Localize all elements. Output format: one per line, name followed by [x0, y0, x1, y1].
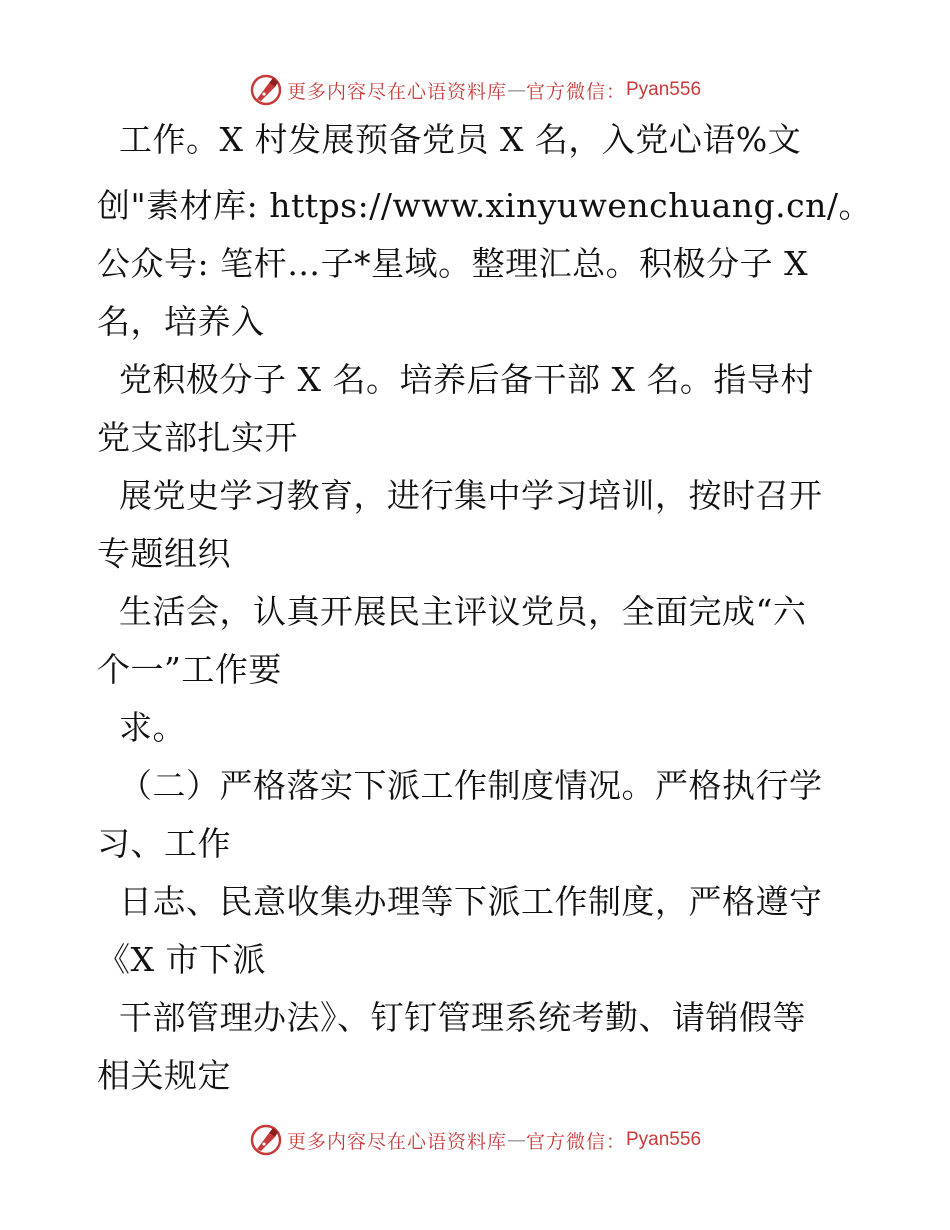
promo-text: 更多内容尽在心语资料库: [286, 1130, 507, 1153]
banner-separator: —: [506, 1129, 526, 1151]
body-line: 党积极分子 X 名。培养后备干部 X 名。指导村: [97, 360, 814, 399]
footer-watermark-banner: [0, 1120, 950, 1160]
body-line: 创"素材库: https://www.xinyuwenchuang.cn/。: [97, 186, 873, 225]
wechat-account: Pyan556: [626, 1129, 702, 1150]
wechat-account: Pyan556: [626, 79, 702, 100]
body-line: 名，培养入: [97, 302, 265, 341]
body-line: 党支部扎实开: [97, 418, 298, 457]
body-line: 个一”工作要: [97, 650, 282, 689]
header-watermark-banner: [0, 70, 950, 110]
wechat-label: 官方微信：: [525, 80, 626, 103]
body-line: 展党史学习教育，进行集中学习培训，按时召开: [97, 476, 823, 515]
section-heading-line: （二）严格落实下派工作制度情况。严格执行学: [97, 766, 823, 805]
body-line: 习、工作: [97, 824, 231, 863]
body-line: 求。: [97, 708, 186, 747]
body-line: 工作。X 村发展预备党员 X 名，入党心语%文: [97, 120, 802, 159]
body-line: 《X 市下派: [97, 940, 266, 979]
body-line: 公众号: 笔杆…子*星域。整理汇总。积极分子 X: [97, 244, 809, 283]
body-line: 干部管理办法》、钉钉管理系统考勤、请销假等: [97, 998, 806, 1037]
banner-separator: —: [506, 79, 526, 101]
body-line: 相关规定: [97, 1056, 231, 1095]
body-line: 专题组织: [97, 534, 231, 573]
body-line: 日志、民意收集办理等下派工作制度，严格遵守: [97, 882, 823, 921]
wechat-label: 官方微信：: [525, 1130, 626, 1153]
body-line: 生活会，认真开展民主评议党员，全面完成“六: [97, 592, 807, 631]
pen-nib-logo-icon: [249, 73, 283, 107]
pen-nib-logo-icon: [249, 1123, 283, 1157]
promo-text: 更多内容尽在心语资料库: [286, 80, 507, 103]
